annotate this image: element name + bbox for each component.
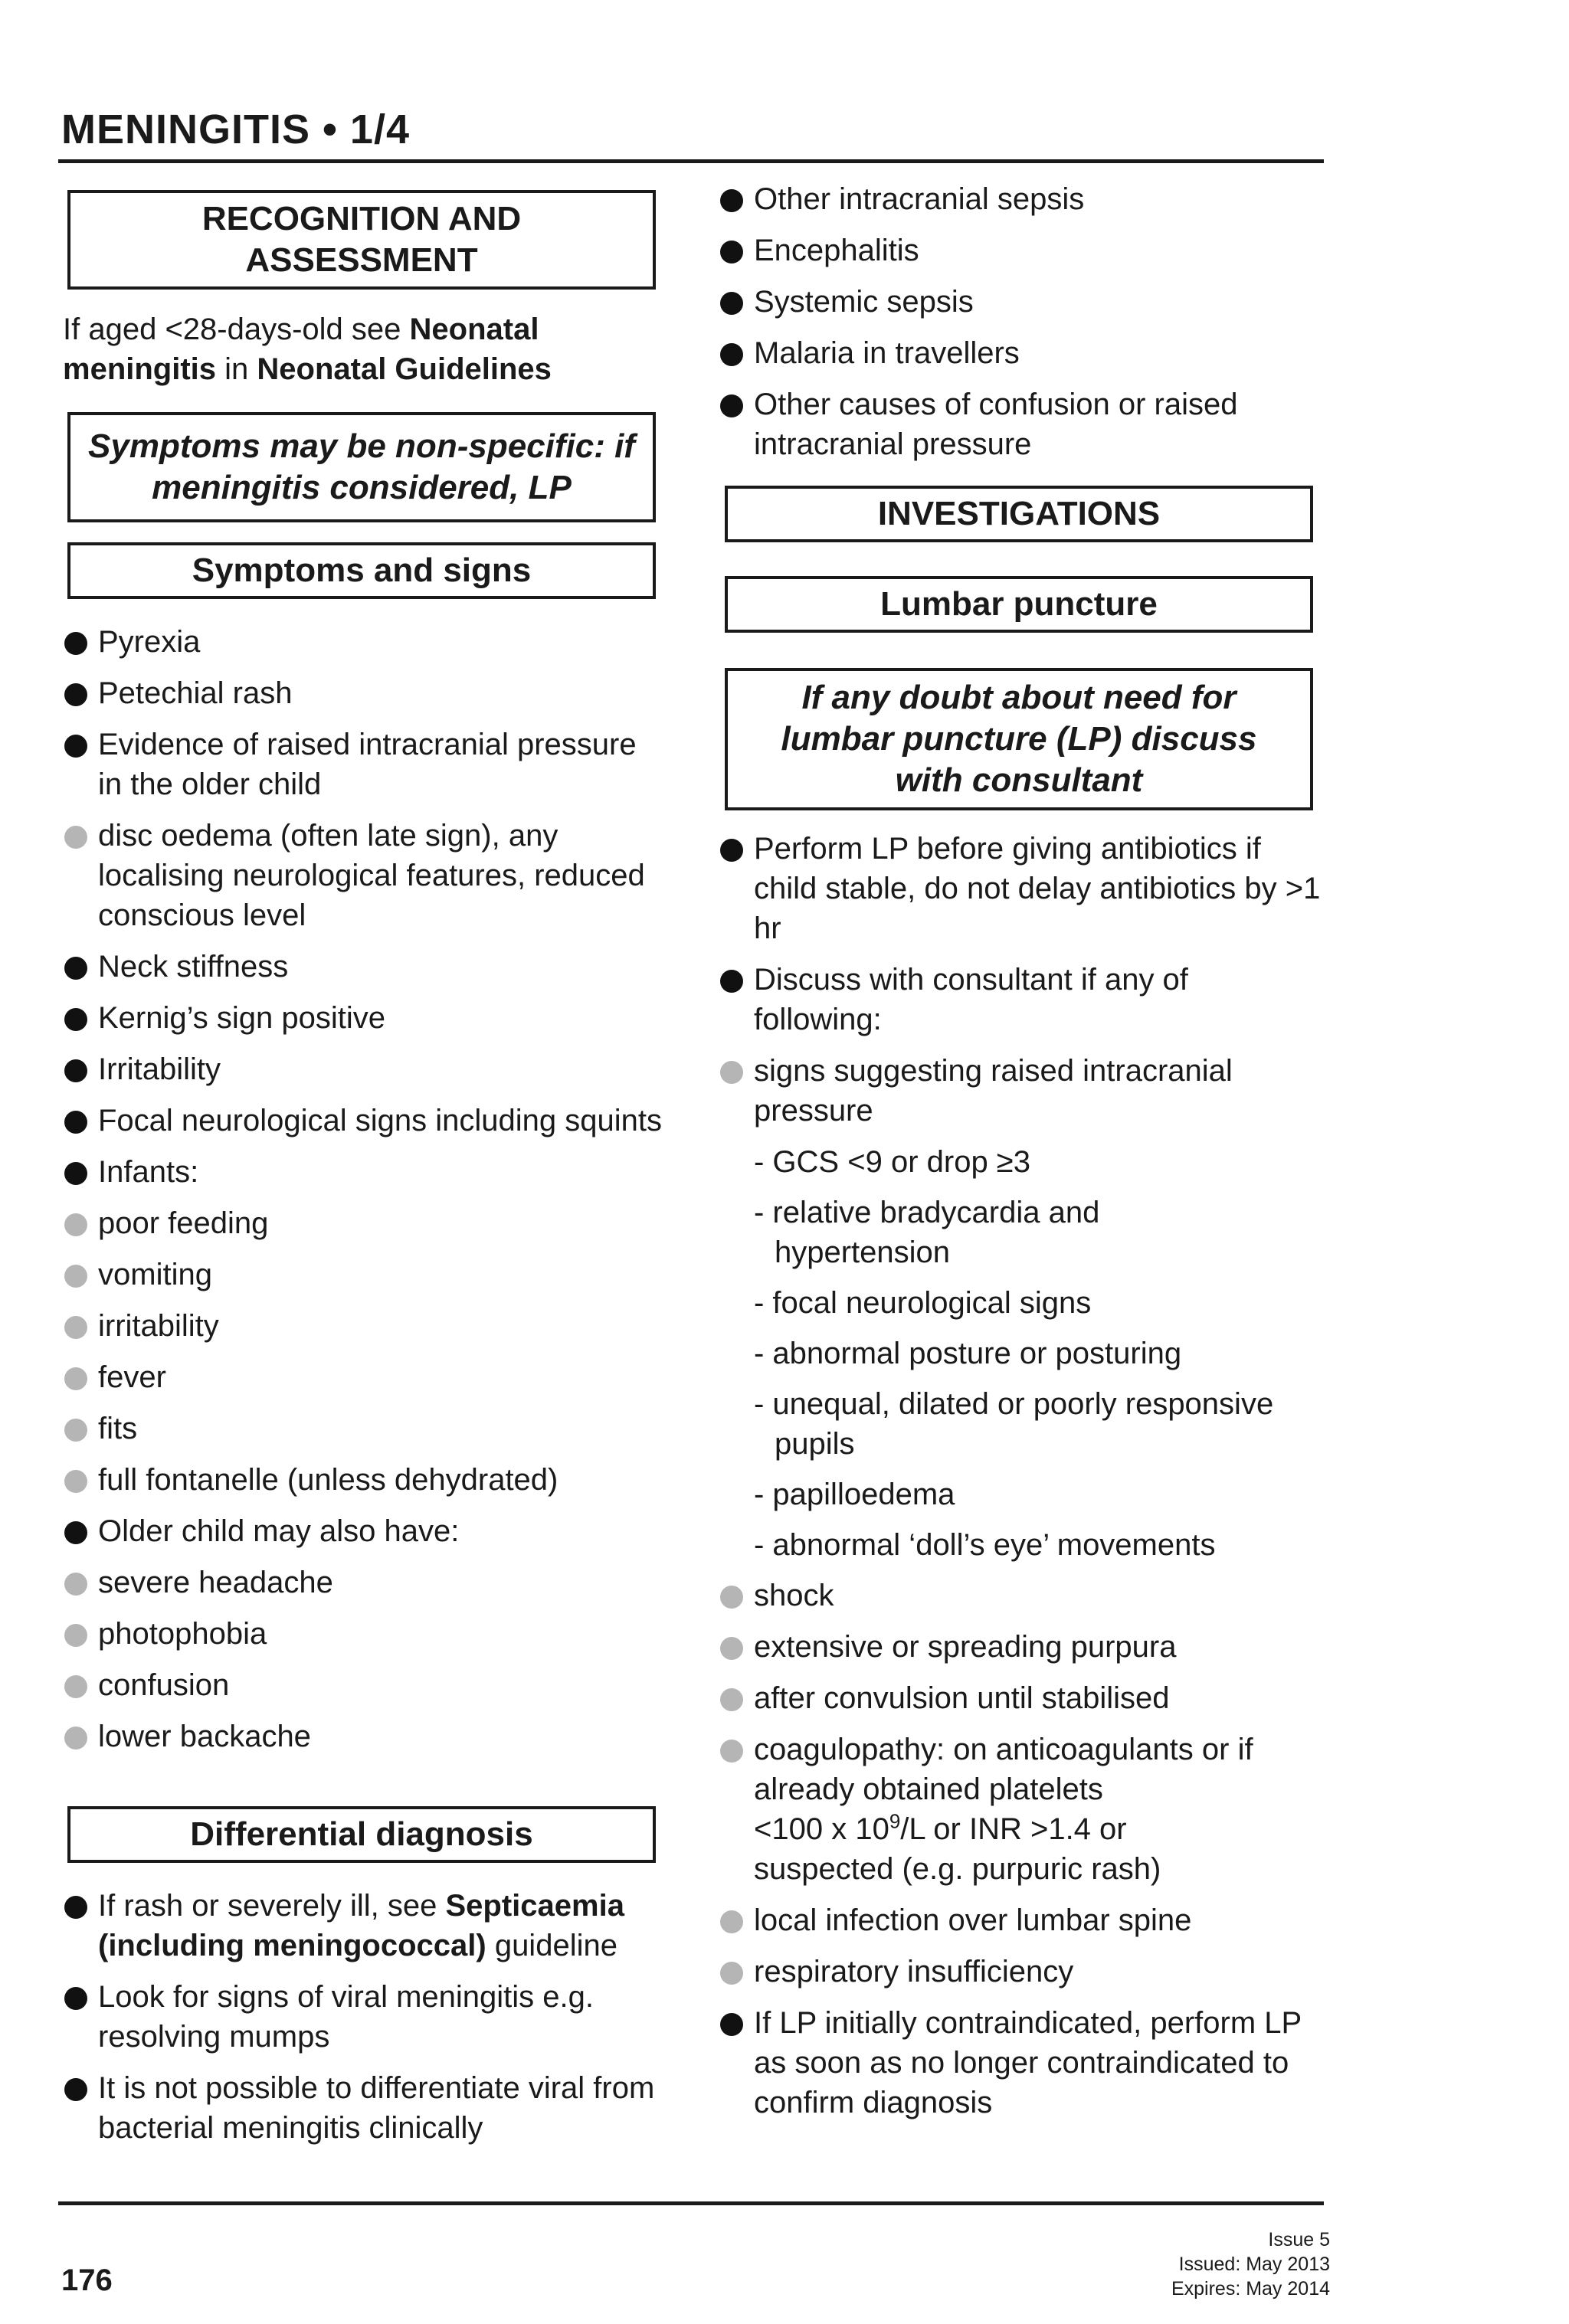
lp-item-respiratory: respiratory insufficiency <box>754 1955 1074 1988</box>
differential-item-1-prefix: If rash or severely ill, see <box>98 1889 446 1923</box>
list-item-text: fits <box>98 1412 138 1445</box>
issue-info <box>1171 2227 1330 2301</box>
list-item <box>63 1614 668 1654</box>
grey-bullet-icon <box>720 1586 743 1609</box>
black-bullet-icon <box>64 1987 87 2010</box>
differential-header <box>67 1806 656 1863</box>
grey-bullet-icon <box>720 1740 743 1763</box>
coag-line-1: coagulopathy: on anticoagulants or if <box>754 1733 1253 1766</box>
grey-bullet-icon <box>64 1675 87 1698</box>
list-item <box>719 1730 1324 1889</box>
list-item <box>719 1475 1324 1514</box>
list-item <box>63 1306 668 1346</box>
black-bullet-icon <box>64 2078 87 2101</box>
issued-date: Issued: May 2013 <box>1178 2254 1330 2275</box>
list-item-text: Pyrexia <box>98 625 201 659</box>
symptoms-header-text: Symptoms and signs <box>192 552 532 589</box>
grey-bullet-icon <box>720 1910 743 1933</box>
black-bullet-icon <box>64 632 87 655</box>
neonatal-note <box>63 309 660 389</box>
list-item <box>719 385 1324 464</box>
black-bullet-icon <box>64 957 87 980</box>
list-item <box>719 179 1324 219</box>
differential-item-1-suffix: guideline <box>486 1929 617 1962</box>
black-bullet-icon <box>64 1008 87 1031</box>
lp-item-infection: local infection over lumbar spine <box>754 1903 1192 1937</box>
list-item <box>719 960 1324 1039</box>
differential-list <box>63 1886 668 2159</box>
list-item <box>719 1051 1324 1131</box>
list-item <box>63 947 668 987</box>
lp-item-raised-icp: signs suggesting raised intracranial pressure <box>754 1054 1233 1128</box>
list-item <box>719 1576 1324 1615</box>
nonspecific-warning-box <box>67 412 656 522</box>
grey-bullet-icon <box>64 1367 87 1390</box>
grey-bullet-icon <box>64 1265 87 1288</box>
investigations-header-text: INVESTIGATIONS <box>877 495 1161 532</box>
section-header-recognition <box>67 190 656 290</box>
list-item-text: poor feeding <box>98 1206 269 1240</box>
dash-item: - relative bradycardia and <box>754 1196 1100 1229</box>
page-title: MENINGITIS • 1/4 <box>61 106 410 152</box>
neonatal-note-mid: in <box>216 352 257 386</box>
list-item <box>63 1886 668 1966</box>
list-item <box>63 1409 668 1448</box>
nonspecific-warning-text: Symptoms may be non-specific: if meningitis considered, LP <box>88 427 635 506</box>
list-item-text: photophobia <box>98 1617 267 1651</box>
list-item <box>719 2003 1324 2123</box>
list-item <box>719 1283 1324 1323</box>
list-item <box>63 1717 668 1756</box>
black-bullet-icon <box>64 1111 87 1134</box>
list-item <box>63 673 668 713</box>
list-item <box>63 1977 668 2057</box>
grey-bullet-icon <box>64 1624 87 1647</box>
differential-header-text: Differential diagnosis <box>190 1815 533 1853</box>
lumbar-puncture-header-text: Lumbar puncture <box>880 585 1158 623</box>
grey-bullet-icon <box>64 826 87 849</box>
lp-warning-box <box>725 668 1313 810</box>
list-item <box>63 1049 668 1089</box>
differential-continued-list <box>719 179 1324 476</box>
differential-item-2: Look for signs of viral meningitis e.g. resolving mumps <box>98 1980 594 2054</box>
lp-warning-text: If any doubt about need for lumbar puncture (LP) discuss with consultant <box>781 679 1257 799</box>
coag-line-2: already obtained platelets <box>754 1772 1103 1806</box>
neonatal-meningitis-ref: Neonatal meningitis <box>63 313 539 386</box>
coag-line-4: suspected (e.g. purpuric rash) <box>754 1852 1161 1886</box>
symptoms-header <box>67 542 656 599</box>
black-bullet-icon <box>64 1162 87 1185</box>
dash-item: - focal neurological signs <box>754 1286 1092 1320</box>
black-bullet-icon <box>720 394 743 417</box>
list-item <box>719 1384 1324 1464</box>
dash-item-continuation: pupils <box>775 1427 855 1461</box>
grey-bullet-icon <box>64 1470 87 1493</box>
list-item-text: fever <box>98 1360 166 1394</box>
grey-bullet-icon <box>64 1727 87 1750</box>
list-item <box>63 1665 668 1705</box>
list-item <box>719 1900 1324 1940</box>
grey-bullet-icon <box>64 1573 87 1596</box>
list-item-text: Irritability <box>98 1052 221 1086</box>
list-item-text: Petechial rash <box>98 676 293 710</box>
grey-bullet-icon <box>720 1962 743 1985</box>
list-item <box>719 829 1324 948</box>
coag-line-3a: <100 x 10 <box>754 1812 889 1846</box>
lp-list <box>719 829 1324 2134</box>
neonatal-guidelines-ref: Neonatal Guidelines <box>257 352 552 386</box>
list-item-text: Other intracranial sepsis <box>754 182 1085 216</box>
list-item <box>63 1563 668 1602</box>
list-item <box>719 282 1324 322</box>
list-item <box>719 1193 1324 1272</box>
list-item-text: Evidence of raised intracranial pressure in the older child <box>98 728 637 801</box>
black-bullet-icon <box>64 735 87 758</box>
list-item <box>63 1203 668 1243</box>
coag-line-3b: /L or INR >1.4 or <box>900 1812 1127 1846</box>
list-item-text: Older child may also have: <box>98 1514 460 1548</box>
differential-item-3: It is not possible to differentiate viral from bacterial meningitis clinically <box>98 2071 655 2145</box>
septicaemia-guideline-ref: Septicaemia (including meningococcal) <box>98 1889 624 1962</box>
investigations-header <box>725 486 1313 542</box>
lp-item-shock: shock <box>754 1579 834 1612</box>
list-item <box>719 1627 1324 1667</box>
grey-bullet-icon <box>64 1213 87 1236</box>
list-item-text: Malaria in travellers <box>754 336 1020 370</box>
black-bullet-icon <box>720 189 743 212</box>
list-item <box>719 1334 1324 1373</box>
lp-item-purpura: extensive or spreading purpura <box>754 1630 1177 1664</box>
list-item <box>719 1525 1324 1565</box>
list-item <box>63 998 668 1038</box>
neonatal-note-prefix: If aged <28-days-old see <box>63 313 410 346</box>
list-item-text: Focal neurological signs including squints <box>98 1104 662 1137</box>
section-header-text: RECOGNITION AND ASSESSMENT <box>201 200 522 279</box>
list-item-text: vomiting <box>98 1258 212 1291</box>
list-item-text: Neck stiffness <box>98 950 289 984</box>
list-item <box>63 1255 668 1295</box>
lp-item-perform: Perform LP before giving antibiotics if child stable, do not delay antibiotics by >1 hr <box>754 832 1321 945</box>
list-item-text: full fontanelle (unless dehydrated) <box>98 1463 558 1497</box>
grey-bullet-icon <box>64 1419 87 1442</box>
dash-item: - abnormal posture or posturing <box>754 1337 1182 1370</box>
coag-superscript: 9 <box>889 1809 901 1833</box>
list-item <box>719 333 1324 373</box>
black-bullet-icon <box>720 241 743 263</box>
dash-item: - papilloedema <box>754 1478 955 1511</box>
dash-item: - abnormal ‘doll’s eye’ movements <box>754 1528 1216 1562</box>
black-bullet-icon <box>64 1059 87 1082</box>
coag-line-3 <box>754 1809 1324 1849</box>
lp-item-final: If LP initially contraindicated, perform LP as soon as no longer contraindicated to confirm diagnosis <box>754 2006 1302 2119</box>
black-bullet-icon <box>720 292 743 315</box>
list-item <box>63 1152 668 1192</box>
lp-item-discuss: Discuss with consultant if any of following: <box>754 963 1188 1036</box>
black-bullet-icon <box>64 1521 87 1544</box>
dash-item: - GCS <9 or drop ≥3 <box>754 1145 1030 1179</box>
lp-item-convulsion: after convulsion until stabilised <box>754 1681 1170 1715</box>
dash-item: - unequal, dilated or poorly responsive <box>754 1387 1274 1421</box>
grey-bullet-icon <box>720 1688 743 1711</box>
grey-bullet-icon <box>64 1316 87 1339</box>
black-bullet-icon <box>64 683 87 706</box>
list-item <box>63 816 668 935</box>
black-bullet-icon <box>720 2013 743 2036</box>
symptoms-list <box>63 622 668 1768</box>
black-bullet-icon <box>720 343 743 366</box>
list-item-text: confusion <box>98 1668 230 1702</box>
list-item <box>719 1142 1324 1182</box>
list-item-text: lower backache <box>98 1720 311 1753</box>
list-item <box>63 1511 668 1551</box>
list-item <box>63 1357 668 1397</box>
list-item-text: Systemic sepsis <box>754 285 974 319</box>
list-item <box>63 2068 668 2148</box>
list-item <box>719 1678 1324 1718</box>
list-item <box>63 1460 668 1500</box>
black-bullet-icon <box>720 839 743 862</box>
list-item-text: Encephalitis <box>754 234 919 267</box>
expiry-date: Expires: May 2014 <box>1171 2278 1330 2299</box>
list-item-text: Kernig’s sign positive <box>98 1001 386 1035</box>
page-number: 176 <box>61 2263 113 2297</box>
dash-item-continuation: hypertension <box>775 1236 951 1269</box>
list-item <box>719 1952 1324 1992</box>
list-item-text: irritability <box>98 1309 219 1343</box>
list-item-text: severe headache <box>98 1566 333 1599</box>
grey-bullet-icon <box>720 1637 743 1660</box>
list-item-text: Infants: <box>98 1155 199 1189</box>
header-rule <box>58 159 1324 163</box>
footer-rule <box>58 2201 1324 2205</box>
list-item <box>63 622 668 662</box>
black-bullet-icon <box>720 970 743 993</box>
lumbar-puncture-header <box>725 576 1313 633</box>
grey-bullet-icon <box>720 1061 743 1084</box>
black-bullet-icon <box>64 1896 87 1919</box>
issue-number: Issue 5 <box>1268 2229 1330 2250</box>
list-item <box>63 1101 668 1141</box>
list-item <box>63 725 668 804</box>
list-item-text: Other causes of confusion or raised intracranial pressure <box>754 388 1238 461</box>
list-item <box>719 231 1324 270</box>
list-item-text: disc oedema (often late sign), any localising neurological features, reduced conscious level <box>98 819 645 932</box>
